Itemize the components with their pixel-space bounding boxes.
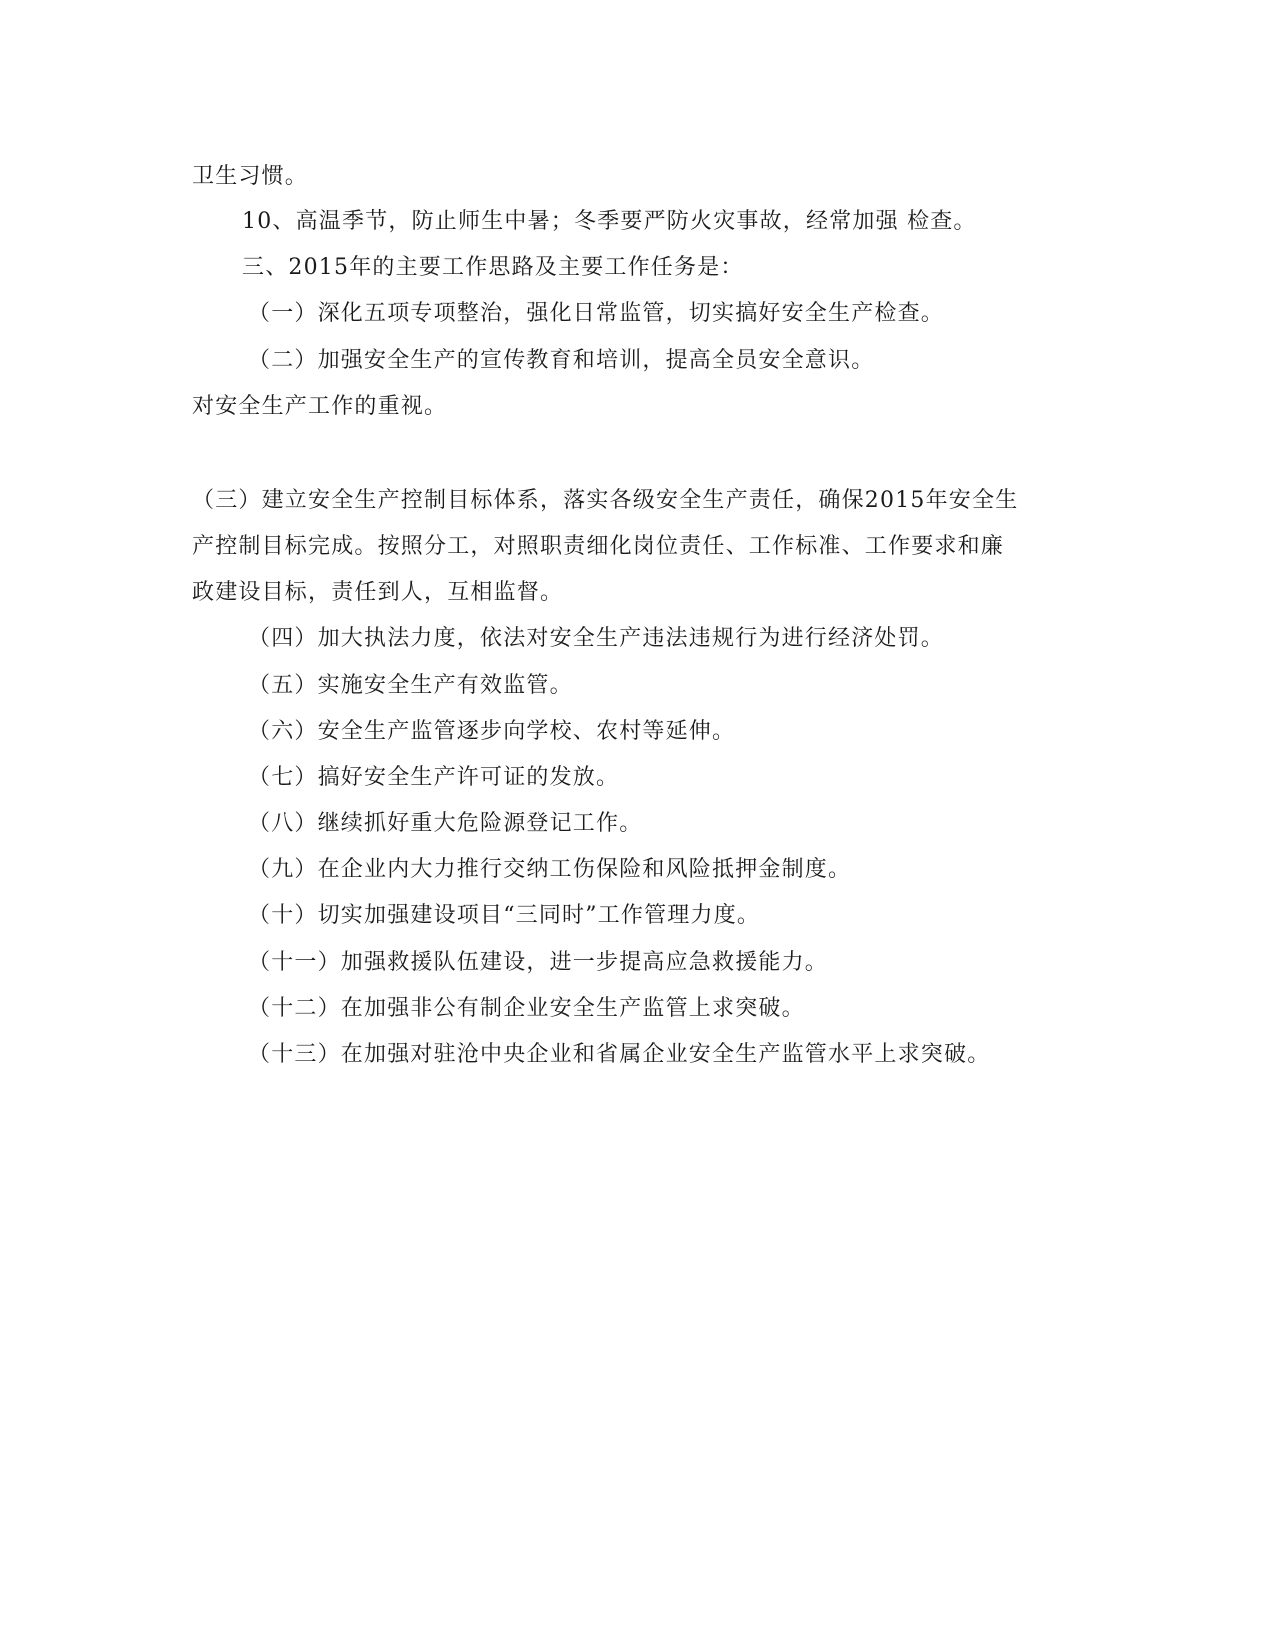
- list-item: （十三）在加强对驻沧中央企业和省属企业安全生产监管水平上求突破。: [248, 1042, 991, 1067]
- list-item: （一）深化五项专项整治，强化日常监管，切实搞好安全生产检查。: [248, 301, 945, 326]
- text-line: 政建设目标，责任到人，互相监督。: [192, 580, 564, 605]
- text-line: 10、高温季节，防止师生中暑；冬季要严防火灾事故，经常加强 检查。: [242, 209, 977, 234]
- list-item: （七）搞好安全生产许可证的发放。: [248, 765, 620, 790]
- list-item: （十一）加强救援队伍建设，进一步提高应急救援能力。: [248, 950, 829, 975]
- list-item: （六）安全生产监管逐步向学校、农村等延伸。: [248, 719, 736, 744]
- list-item: （十）切实加强建设项目“三同时”工作管理力度。: [248, 903, 761, 928]
- text-line: 产控制目标完成。按照分工，对照职责细化岗位责任、工作标准、工作要求和廉: [192, 534, 1005, 559]
- list-item: （三）建立安全生产控制目标体系，落实各级安全生产责任，确保2015年安全生: [192, 488, 1019, 513]
- list-item: （四）加大执法力度，依法对安全生产违法违规行为进行经济处罚。: [248, 626, 945, 651]
- text-line: 对安全生产工作的重视。: [192, 394, 448, 419]
- text-line: 卫生习惯。: [192, 164, 309, 189]
- list-item: （十二）在加强非公有制企业安全生产监管上求突破。: [248, 996, 805, 1021]
- list-item: （八）继续抓好重大危险源登记工作。: [248, 811, 643, 836]
- list-item: （五）实施安全生产有效监管。: [248, 673, 573, 698]
- list-item: （九）在企业内大力推行交纳工伤保险和风险抵押金制度。: [248, 857, 852, 882]
- section-heading: 三、2015年的主要工作思路及主要工作任务是：: [242, 255, 744, 280]
- list-item: （二）加强安全生产的宣传教育和培训，提高全员安全意识。: [248, 348, 875, 373]
